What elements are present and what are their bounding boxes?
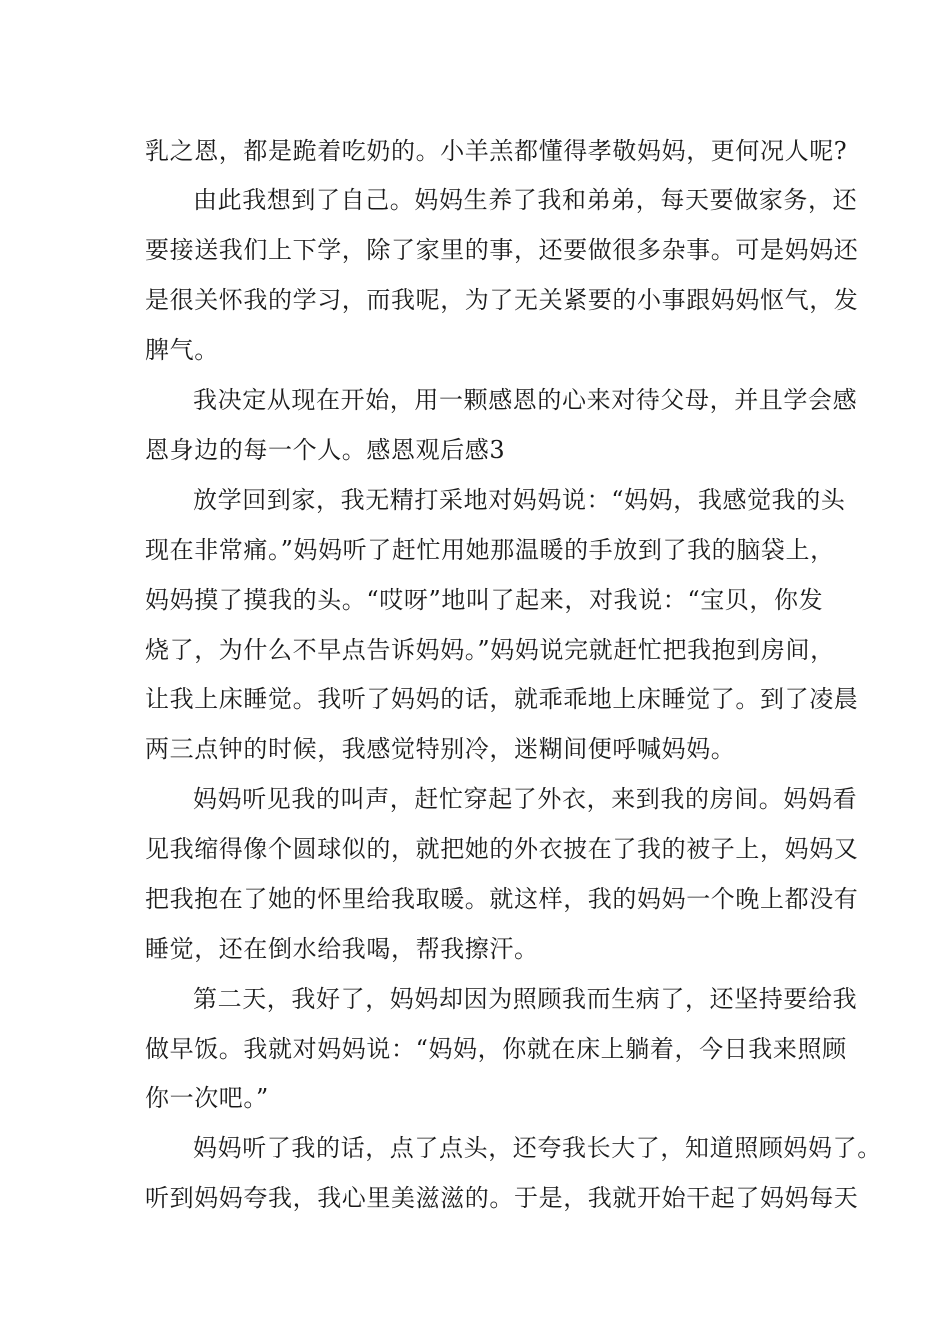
text-line: 你一次吧。” bbox=[145, 1084, 269, 1112]
text-line: 我决定从现在开始，用一颗感恩的心来对待父母，并且学会感 bbox=[193, 386, 858, 414]
text-line: 妈妈听见我的叫声，赶忙穿起了外衣，来到我的房间。妈妈看 bbox=[193, 785, 858, 813]
text-line: 烧了，为什么不早点告诉妈妈。”妈妈说完就赶忙把我抱到房间， bbox=[145, 636, 835, 664]
text-line: 听到妈妈夸我，我心里美滋滋的。于是，我就开始干起了妈妈每天 bbox=[145, 1184, 859, 1212]
text-line: 妈妈听了我的话，点了点头，还夸我长大了，知道照顾妈妈了。 bbox=[193, 1134, 882, 1162]
text-line: 第二天，我好了，妈妈却因为照顾我而生病了，还坚持要给我 bbox=[193, 985, 858, 1013]
text-line: 现在非常痛。”妈妈听了赶忙用她那温暖的手放到了我的脑袋上， bbox=[145, 536, 835, 564]
text-line: 脾气。 bbox=[145, 336, 219, 364]
text-line: 见我缩得像个圆球似的，就把她的外衣披在了我的被子上，妈妈又 bbox=[145, 835, 859, 863]
text-line: 是很关怀我的学习，而我呢，为了无关紧要的小事跟妈妈怄气，发 bbox=[145, 286, 859, 314]
text-line: 睡觉，还在倒水给我喝，帮我擦汗。 bbox=[145, 935, 539, 963]
text-line: 放学回到家，我无精打采地对妈妈说：“妈妈，我感觉我的头 bbox=[193, 486, 846, 514]
text-line: 做早饭。我就对妈妈说：“妈妈，你就在床上躺着，今日我来照顾 bbox=[145, 1035, 847, 1063]
text-line: 要接送我们上下学，除了家里的事，还要做很多杂事。可是妈妈还 bbox=[145, 236, 859, 264]
text-line: 把我抱在了她的怀里给我取暖。就这样，我的妈妈一个晚上都没有 bbox=[145, 885, 859, 913]
text-line: 乳之恩，都是跪着吃奶的。小羊羔都懂得孝敬妈妈，更何况人呢? bbox=[145, 137, 848, 165]
text-line: 恩身边的每一个人。感恩观后感3 bbox=[145, 436, 506, 464]
text-line: 妈妈摸了摸我的头。“哎呀”地叫了起来，对我说：“宝贝，你发 bbox=[145, 586, 824, 614]
text-line: 让我上床睡觉。我听了妈妈的话，就乖乖地上床睡觉了。到了凌晨 bbox=[145, 685, 859, 713]
text-line: 由此我想到了自己。妈妈生养了我和弟弟，每天要做家务，还 bbox=[193, 186, 858, 214]
text-line: 两三点钟的时候，我感觉特别冷，迷糊间便呼喊妈妈。 bbox=[145, 735, 736, 763]
